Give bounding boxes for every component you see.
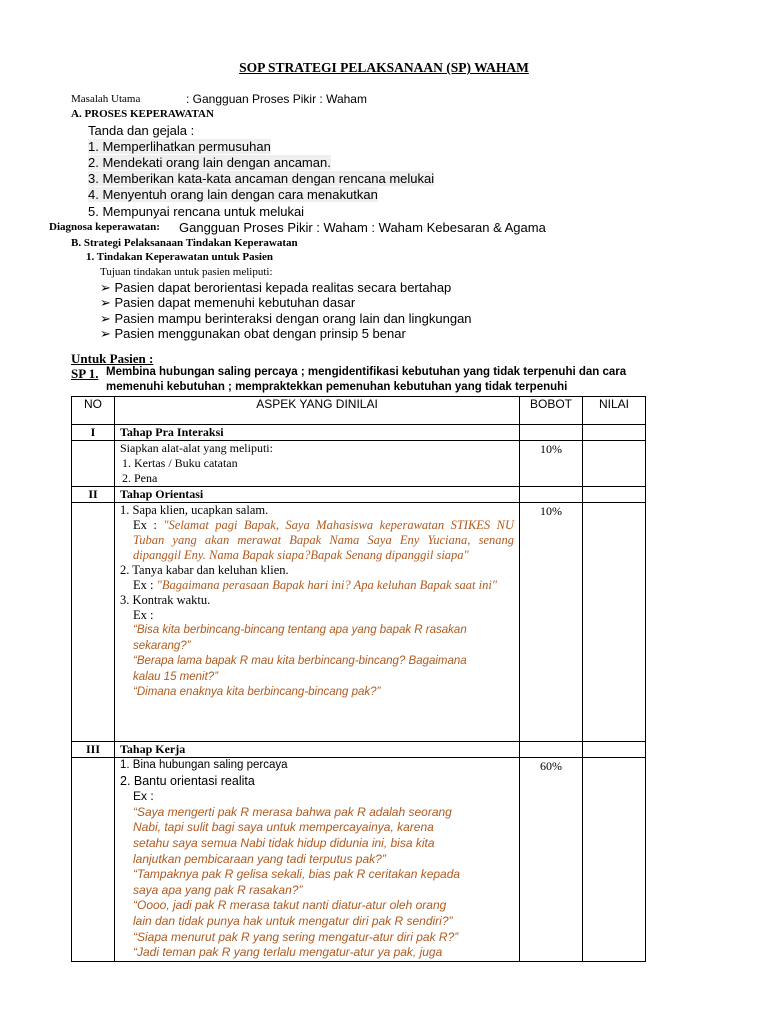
bobot-value: 10% (520, 441, 583, 487)
kerja-item-1: 1. Bina hubungan saling percaya (120, 759, 288, 771)
pra-interaksi-item-1: 1. Kertas / Buku catatan (122, 456, 238, 470)
tanda-item-4: 4. Menyentuh orang lain dengan cara menakutkan (88, 187, 378, 202)
tanda-item-5: 5. Mempunyai rencana untuk melukai (88, 204, 305, 219)
pra-interaksi-intro: Siapkan alat-alat yang meliputi: (120, 441, 273, 455)
section-row-orientasi (72, 487, 646, 503)
pra-interaksi-item-2: 2. Pena (122, 471, 158, 485)
masalah-value: : Gangguan Proses Pikir : Waham (186, 92, 367, 106)
section-number: III (72, 742, 115, 758)
tanda-item-1: 1. Memperlihatkan permusuhan (88, 139, 271, 154)
header-bobot: BOBOT (520, 397, 583, 425)
kerja-item-2: 2. Bantu orientasi realita (120, 773, 255, 788)
tujuan-bullet-4: ➢ Pasien menggunakan obat dengan prinsip 5 benar (100, 326, 406, 341)
tujuan-bullet-2: ➢ Pasien dapat memenuhi kebutuhan dasar (100, 295, 356, 310)
arrow-bullet-icon: ➢ (100, 326, 115, 341)
table-header-row (72, 397, 646, 425)
nilai-cell[interactable] (583, 503, 646, 742)
strategi-heading: B. Strategi Pelaksanaan Tindakan Keperawatan (71, 237, 298, 249)
tanda-item-3: 3. Memberikan kata-kata ancaman dengan rencana melukai (88, 171, 435, 186)
section-row-pra-interaksi (72, 425, 646, 441)
bobot-value: 60% (520, 758, 583, 962)
kerja-quotes: “Saya mengerti pak R merasa bahwa pak R adalah seorang Nabi, tapi sulit bagi saya untuk mempercayainya, karena setahu saya semua Nabi tidak hidup didunia ini, bisa kita lanjutkan pembicaraan yang tadi terputus pak?” “Tampaknya pak R gelisa sekali, bias pak R ceritakan kepada saya apa yang pak R rasakan?” “Oooo, jadi pak R merasa takut nanti diatur-atur oleh orang lain dan tidak punya hak untuk mengatur diri pak R sendiri?” “Siapa menurut pak R yang sering mengatur-atur diri pak R?” “Jadi teman pak R yang terlalu mengatur-atur ya pak, juga (133, 804, 461, 960)
strategi-sub: 1. Tindakan Keperawatan untuk Pasien (86, 251, 273, 263)
proses-heading: A. PROSES KEPERAWATAN (71, 108, 214, 120)
diagnosa-label: Diagnosa keperawatan: (49, 221, 160, 233)
orientasi-ex-label: Ex : (133, 608, 154, 622)
tujuan-label: Tujuan tindakan untuk pasien meliputi: (100, 266, 273, 278)
untuk-pasien-heading: Untuk Pasien : (71, 351, 154, 366)
masalah-label: Masalah Utama (71, 93, 141, 105)
section-row-kerja (72, 742, 646, 758)
section-title: Tahap Pra Interaksi (120, 425, 224, 439)
section-title: Tahap Kerja (115, 742, 520, 758)
orientasi-item-3: 3. Kontrak waktu. (120, 593, 211, 607)
orientasi-item-1: 1. Sapa klien, ucapkan salam. (120, 503, 269, 517)
tanda-item-2: 2. Mendekati orang lain dengan ancaman. (88, 155, 331, 170)
arrow-bullet-icon: ➢ (100, 280, 115, 295)
table-row (72, 503, 646, 742)
table-row (72, 758, 646, 962)
header-nilai: NILAI (583, 397, 646, 425)
nilai-cell[interactable] (583, 758, 646, 962)
tujuan-bullet-1: ➢ Pasien dapat berorientasi kepada realitas secara bertahap (100, 280, 452, 295)
orientasi-example-1: Ex : "Selamat pagi Bapak, Saya Mahasiswa keperawatan STIKES NU Tuban yang akan merawat Bapak Nama Saya Eny Yuciana, senang dipanggil Eny. Nama Bapak siapa?Bapak Senang dipanggil siapa" (133, 518, 514, 562)
arrow-bullet-icon: ➢ (100, 311, 115, 326)
document-title: SOP STRATEGI PELAKSANAAN (SP) WAHAM (239, 60, 529, 75)
tanda-label: Tanda dan gejala : (88, 123, 195, 138)
header-aspek: ASPEK YANG DINILAI (115, 397, 520, 425)
section-number: II (72, 487, 115, 503)
arrow-bullet-icon: ➢ (100, 295, 115, 310)
orientasi-item-2: 2. Tanya kabar dan keluhan klien. (120, 563, 289, 577)
diagnosa-value: Gangguan Proses Pikir : Waham : Waham Kebesaran & Agama (179, 220, 546, 235)
section-number: I (72, 425, 115, 441)
orientasi-quotes: “Bisa kita berbincang-bincang tentang apa yang bapak R rasakan sekarang?” “Berapa lama bapak R mau kita berbincang-bincang? Bagaimana kalau 15 menit?” “Dimana enaknya kita berbincang-bincang pak?” (133, 624, 467, 698)
sp1-label: SP 1. (71, 366, 99, 381)
nilai-cell[interactable] (583, 441, 646, 487)
orientasi-example-2: Ex : "Bagaimana perasaan Bapak hari ini? Apa keluhan Bapak saat ini" (133, 578, 498, 592)
header-no: NO (72, 397, 115, 425)
section-title: Tahap Orientasi (115, 487, 520, 503)
bobot-value: 10% (520, 503, 583, 742)
sp1-line-2: memenuhi kebutuhan ; mempraktekkan pemenuhan kebutuhan yang tidak terpenuhi (106, 381, 568, 393)
table-row (72, 441, 646, 487)
tujuan-bullet-3: ➢ Pasien mampu berinteraksi dengan orang lain dan lingkungan (100, 311, 472, 326)
assessment-table (71, 396, 646, 962)
kerja-ex-label: Ex : (133, 789, 154, 804)
sp1-line-1: Membina hubungan saling percaya ; mengidentifikasi kebutuhan yang tidak terpenuhi dan cara (106, 366, 627, 378)
